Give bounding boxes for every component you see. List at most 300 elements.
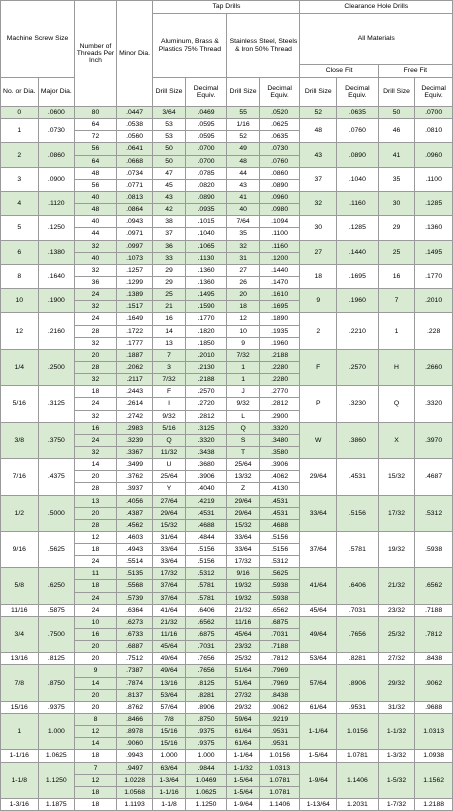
- table-row: [1, 531, 453, 543]
- tap-al-drill-cell: 7: [153, 349, 185, 361]
- tap-ss-drill-cell: T: [227, 446, 259, 458]
- tap-ss-drill-cell: 1-9/64: [227, 799, 259, 811]
- minor-dia-cell: .1299: [116, 276, 153, 288]
- tap-al-drill-cell: 1-1/8: [153, 799, 185, 811]
- major-dia-cell: .0860: [38, 143, 75, 167]
- minor-dia-cell: .4056: [116, 495, 153, 507]
- tap-ss-drill-cell: 1-1/32: [227, 762, 259, 774]
- minor-dia-cell: .2443: [116, 386, 153, 398]
- major-dia-cell: .5875: [38, 604, 75, 616]
- threads-per-inch-cell: 20: [75, 701, 117, 713]
- free-fit-decimal-cell: .0700: [415, 107, 453, 119]
- free-fit-drill-cell: X: [378, 422, 415, 458]
- tap-al-decimal-cell: .6875: [185, 629, 227, 641]
- close-fit-drill-cell: 37/64: [300, 531, 337, 567]
- threads-per-inch-cell: 12: [75, 774, 117, 786]
- tap-ss-drill-cell: Q: [227, 422, 259, 434]
- threads-per-inch-cell: 32: [75, 337, 117, 349]
- threads-per-inch-cell: 8: [75, 714, 117, 726]
- close-fit-decimal-cell: .1695: [337, 264, 379, 288]
- major-dia-cell: 1.000: [38, 714, 75, 750]
- table-row: [1, 143, 453, 155]
- tap-ss-drill-cell: 10: [227, 325, 259, 337]
- tap-al-drill-cell: U: [153, 459, 185, 471]
- free-fit-decimal-cell: .6562: [415, 568, 453, 604]
- close-fit-header: Close Fit: [300, 65, 378, 78]
- tap-al-drill-cell: 21/32: [153, 616, 185, 628]
- tap-ss-drill-cell: 1: [227, 374, 259, 386]
- major-dia-cell: 1.0625: [38, 750, 75, 762]
- major-dia-cell: .8750: [38, 665, 75, 701]
- free-fit-drill-cell: 50: [378, 107, 415, 119]
- close-fit-drill-cell: 1-1/64: [300, 714, 337, 750]
- tap-al-decimal-cell: .4844: [185, 531, 227, 543]
- tap-al-drill-cell: 25/64: [153, 471, 185, 483]
- table-row: [1, 422, 453, 434]
- threads-per-inch-cell: 24: [75, 398, 117, 410]
- threads-per-inch-cell: 40: [75, 216, 117, 228]
- major-dia-cell: .0730: [38, 119, 75, 143]
- tap-al-drill-cell: 15/16: [153, 726, 185, 738]
- tap-al-decimal-cell: .2812: [185, 410, 227, 422]
- tap-al-decimal-cell: .3680: [185, 459, 227, 471]
- tap-ss-decimal-cell: .1200: [259, 252, 300, 264]
- tap-al-drill-cell: 29: [153, 264, 185, 276]
- table-row: [1, 762, 453, 774]
- free-fit-drill-cell: 16: [378, 264, 415, 288]
- free-fit-decimal-cell: .228: [415, 313, 453, 349]
- major-dia-cell: 1.1875: [38, 799, 75, 811]
- free-fit-drill-cell: 25: [378, 240, 415, 264]
- free-fit-decimal-cell: .4687: [415, 459, 453, 495]
- major-dia-cell: .2160: [38, 313, 75, 349]
- close-fit-decimal-cell: 1.0156: [337, 714, 379, 750]
- tap-al-drill-cell: 5/16: [153, 422, 185, 434]
- tap-ss-decimal-cell: .1935: [259, 325, 300, 337]
- minor-dia-cell: .7512: [116, 653, 153, 665]
- tap-al-drill-cell: 53: [153, 119, 185, 131]
- free-fit-decimal-cell: .5938: [415, 531, 453, 567]
- close-fit-drill-cell: 61/64: [300, 701, 337, 713]
- tap-al-drill-cell: 50: [153, 155, 185, 167]
- tap-ss-drill-cell: 45/64: [227, 629, 259, 641]
- minor-dia-cell: .6887: [116, 641, 153, 653]
- tap-al-decimal-cell: .1850: [185, 337, 227, 349]
- tap-al-decimal-cell: .2570: [185, 386, 227, 398]
- close-fit-drill-cell: 45/64: [300, 604, 337, 616]
- free-fit-decimal-cell: 1.0938: [415, 750, 453, 762]
- free-fit-decimal-cell: .9688: [415, 701, 453, 713]
- clearance-hole-drills-header: Clearance Hole Drills: [300, 1, 453, 14]
- tap-ss-decimal-cell: .1100: [259, 228, 300, 240]
- tap-al-drill-cell: 43: [153, 191, 185, 203]
- tap-ss-decimal-cell: .0960: [259, 191, 300, 203]
- tap-ss-decimal-cell: 1.0156: [259, 750, 300, 762]
- close-fit-drill-cell: 52: [300, 107, 337, 119]
- minor-dia-cell: 1.1193: [116, 799, 153, 811]
- tap-ss-drill-cell: 25/64: [227, 459, 259, 471]
- close-fit-decimal-cell: .2570: [337, 349, 379, 385]
- minor-dia-cell: .7387: [116, 665, 153, 677]
- tap-ss-decimal-cell: .0760: [259, 155, 300, 167]
- close-fit-drill-cell: F: [300, 349, 337, 385]
- tap-al-decimal-cell: .1820: [185, 325, 227, 337]
- free-fit-decimal-cell: .9062: [415, 665, 453, 701]
- tap-al-decimal-cell: .8906: [185, 701, 227, 713]
- tap-al-drill-cell: 11/32: [153, 446, 185, 458]
- threads-per-inch-cell: 72: [75, 131, 117, 143]
- table-row: [1, 665, 453, 677]
- minor-dia-cell: .2117: [116, 374, 153, 386]
- tap-ss-decimal-cell: .7969: [259, 677, 300, 689]
- major-dia-cell: .2500: [38, 349, 75, 385]
- tap-ss-drill-cell: 21/32: [227, 604, 259, 616]
- tap-ss-decimal-cell: .1610: [259, 289, 300, 301]
- tap-ss-drill-cell: 41: [227, 191, 259, 203]
- stainless-steel-header: Stainless Steel, Steels & Iron 50% Thread: [227, 14, 300, 78]
- threads-per-inch-cell: 24: [75, 592, 117, 604]
- major-dia-cell: .3125: [38, 386, 75, 422]
- tap-ss-drill-cell: 43: [227, 179, 259, 191]
- tap-al-drill-cell: 37/64: [153, 580, 185, 592]
- tap-al-drill-cell: 53: [153, 131, 185, 143]
- close-fit-decimal-cell: .0760: [337, 119, 379, 143]
- tap-al-drill-cell: 50: [153, 143, 185, 155]
- major-dia-cell: .6250: [38, 568, 75, 604]
- free-fit-decimal-cell: 1.1562: [415, 762, 453, 798]
- close-fit-drill-cell: 27: [300, 240, 337, 264]
- tap-ss-decimal-cell: .7812: [259, 653, 300, 665]
- tap-al-decimal-cell: .2130: [185, 361, 227, 373]
- tap-ss-decimal-header: Decimal Equiv.: [259, 78, 300, 107]
- tap-ss-decimal-cell: .4688: [259, 519, 300, 531]
- tap-ss-drill-cell: 29/32: [227, 701, 259, 713]
- tap-ss-decimal-cell: 1.1406: [259, 799, 300, 811]
- threads-per-inch-cell: 40: [75, 191, 117, 203]
- tap-al-drill-cell: 15/32: [153, 519, 185, 531]
- tap-al-decimal-cell: .5156: [185, 556, 227, 568]
- minor-dia-cell: .0734: [116, 167, 153, 179]
- minor-dia-cell: .8137: [116, 689, 153, 701]
- minor-dia-cell: .1389: [116, 289, 153, 301]
- tap-al-drill-cell: 25: [153, 289, 185, 301]
- tap-al-decimal-cell: .9375: [185, 726, 227, 738]
- tap-al-drill-cell: 27/64: [153, 495, 185, 507]
- threads-per-inch-cell: 32: [75, 410, 117, 422]
- tap-ss-decimal-cell: .2770: [259, 386, 300, 398]
- table-row: [1, 568, 453, 580]
- free-fit-drill-cell: 19/32: [378, 531, 415, 567]
- tap-al-drill-cell: 1-1/16: [153, 786, 185, 798]
- tap-ss-decimal-cell: .2280: [259, 361, 300, 373]
- free-fit-decimal-cell: .5312: [415, 495, 453, 531]
- close-fit-decimal-cell: .1440: [337, 240, 379, 264]
- major-dia-cell: .0600: [38, 107, 75, 119]
- free-fit-decimal-cell: .7812: [415, 616, 453, 652]
- tap-ss-decimal-cell: .7031: [259, 629, 300, 641]
- tap-al-drill-cell: 42: [153, 204, 185, 216]
- free-fit-decimal-cell: .1285: [415, 191, 453, 215]
- threads-per-inch-cell: 28: [75, 519, 117, 531]
- threads-per-inch-cell: 24: [75, 434, 117, 446]
- threads-per-inch-cell: 13: [75, 495, 117, 507]
- tap-al-decimal-cell: .3320: [185, 434, 227, 446]
- threads-per-inch-cell: 32: [75, 264, 117, 276]
- threads-per-inch-cell: 20: [75, 349, 117, 361]
- free-fit-drill-cell: 7: [378, 289, 415, 313]
- tap-al-drill-cell: 53/64: [153, 689, 185, 701]
- tap-al-decimal-cell: .7656: [185, 653, 227, 665]
- screw-size-cell: 8: [1, 264, 39, 288]
- minor-dia-cell: .3367: [116, 446, 153, 458]
- tap-al-decimal-cell: .7656: [185, 665, 227, 677]
- screw-size-cell: 7/8: [1, 665, 39, 701]
- major-dia-cell: .7500: [38, 616, 75, 652]
- tap-ss-drill-cell: 44: [227, 167, 259, 179]
- free-fit-drill-cell: 21/32: [378, 568, 415, 604]
- table-row: [1, 799, 453, 811]
- table-row: [1, 167, 453, 179]
- minor-dia-cell: .0997: [116, 240, 153, 252]
- tap-ss-decimal-cell: .1695: [259, 301, 300, 313]
- tap-ss-decimal-cell: .9062: [259, 701, 300, 713]
- free-fit-drill-cell: 15/32: [378, 459, 415, 495]
- table-row: [1, 289, 453, 301]
- tap-ss-drill-cell: 29/64: [227, 507, 259, 519]
- minor-dia-cell: .5568: [116, 580, 153, 592]
- tap-al-drill-cell: 33/64: [153, 556, 185, 568]
- tap-ss-drill-cell: 51/64: [227, 665, 259, 677]
- free-fit-drill-cell: 27/32: [378, 653, 415, 665]
- tap-ss-drill-cell: 35: [227, 228, 259, 240]
- minor-dia-cell: .3239: [116, 434, 153, 446]
- close-fit-drill-cell: 43: [300, 143, 337, 167]
- tap-ss-decimal-cell: .8438: [259, 689, 300, 701]
- tap-al-drill-cell: 29/64: [153, 507, 185, 519]
- tap-ss-drill-cell: 15/32: [227, 519, 259, 531]
- close-fit-drill-cell: 33/64: [300, 495, 337, 531]
- tap-ss-decimal-cell: 1.0781: [259, 774, 300, 786]
- table-row: [1, 714, 453, 726]
- major-dia-cell: .8125: [38, 653, 75, 665]
- tap-ss-drill-cell: 31: [227, 252, 259, 264]
- table-row: [1, 750, 453, 762]
- major-dia-cell: .1250: [38, 216, 75, 240]
- screw-size-cell: 3/8: [1, 422, 39, 458]
- tap-al-drill-cell: 3/64: [153, 107, 185, 119]
- tap-ss-drill-cell: 19/32: [227, 592, 259, 604]
- tap-al-drill-cell: Q: [153, 434, 185, 446]
- tap-ss-decimal-cell: .7188: [259, 641, 300, 653]
- threads-per-inch-cell: 9: [75, 665, 117, 677]
- threads-per-inch-cell: 48: [75, 167, 117, 179]
- tap-al-drill-cell: 7/8: [153, 714, 185, 726]
- threads-per-inch-cell: 56: [75, 143, 117, 155]
- tap-al-drill-cell: 13/16: [153, 677, 185, 689]
- close-fit-decimal-cell: .1960: [337, 289, 379, 313]
- free-fit-drill-cell: 30: [378, 191, 415, 215]
- threads-per-inch-cell: 28: [75, 483, 117, 495]
- free-fit-decimal-cell: .1495: [415, 240, 453, 264]
- minor-dia-cell: .0864: [116, 204, 153, 216]
- minor-dia-cell: .6364: [116, 604, 153, 616]
- free-decimal-header: Decimal Equiv.: [415, 78, 453, 107]
- close-fit-drill-cell: 9: [300, 289, 337, 313]
- close-drill-size-header: Drill Size: [300, 78, 337, 107]
- threads-per-inch-cell: 12: [75, 531, 117, 543]
- threads-per-inch-cell: 20: [75, 653, 117, 665]
- screw-size-cell: 5/16: [1, 386, 39, 422]
- tap-al-decimal-cell: .4688: [185, 519, 227, 531]
- threads-per-inch-cell: 12: [75, 726, 117, 738]
- tap-al-drill-cell: 7/32: [153, 374, 185, 386]
- free-fit-drill-cell: 1-7/32: [378, 799, 415, 811]
- threads-per-inch-cell: 20: [75, 689, 117, 701]
- free-fit-decimal-cell: .2010: [415, 289, 453, 313]
- tap-ss-decimal-cell: .5156: [259, 531, 300, 543]
- tap-ss-drill-cell: 27: [227, 264, 259, 276]
- tap-al-drill-cell: 33/64: [153, 544, 185, 556]
- tap-ss-drill-cell: 11/16: [227, 616, 259, 628]
- minor-dia-cell: .6273: [116, 616, 153, 628]
- tap-ss-decimal-cell: .1960: [259, 337, 300, 349]
- free-fit-decimal-cell: 1.0313: [415, 714, 453, 750]
- tap-ss-decimal-cell: .1440: [259, 264, 300, 276]
- tap-al-decimal-cell: .7031: [185, 641, 227, 653]
- tap-ss-drill-cell: 29/64: [227, 495, 259, 507]
- screw-size-cell: 13/16: [1, 653, 39, 665]
- threads-per-inch-cell: 20: [75, 507, 117, 519]
- table-row: [1, 107, 453, 119]
- tap-ss-decimal-cell: .5625: [259, 568, 300, 580]
- threads-per-inch-cell: 14: [75, 738, 117, 750]
- screw-size-cell: 12: [1, 313, 39, 349]
- machine-screw-size-header: Machine Screw Size: [1, 1, 75, 78]
- tap-ss-drill-cell: 33/64: [227, 531, 259, 543]
- table-row: [1, 653, 453, 665]
- minor-dia-cell: .4562: [116, 519, 153, 531]
- tap-ss-drill-cell: 52: [227, 131, 259, 143]
- tap-al-drill-cell: 3: [153, 361, 185, 373]
- free-drill-size-header: Drill Size: [378, 78, 415, 107]
- tap-al-decimal-cell: .3438: [185, 446, 227, 458]
- screw-size-cell: 5: [1, 216, 39, 240]
- threads-per-inch-cell: 14: [75, 677, 117, 689]
- tap-al-drill-cell: 17/32: [153, 568, 185, 580]
- threads-per-inch-cell: 24: [75, 289, 117, 301]
- minor-dia-cell: .2614: [116, 398, 153, 410]
- tap-al-decimal-cell: 1.0469: [185, 774, 227, 786]
- minor-dia-cell: .4387: [116, 507, 153, 519]
- tap-ss-drill-cell: J: [227, 386, 259, 398]
- tap-al-decimal-cell: .4531: [185, 507, 227, 519]
- tap-al-drill-cell: 37/64: [153, 592, 185, 604]
- table-row: [1, 604, 453, 616]
- free-fit-drill-cell: 46: [378, 119, 415, 143]
- minor-dia-cell: .4943: [116, 544, 153, 556]
- tap-al-decimal-cell: .0785: [185, 167, 227, 179]
- tap-ss-drill-cell: 1-5/64: [227, 774, 259, 786]
- tap-ss-drill-cell: 1-1/64: [227, 750, 259, 762]
- minor-dia-cell: .4603: [116, 531, 153, 543]
- tap-ss-decimal-cell: .1094: [259, 216, 300, 228]
- tap-al-drill-cell: 57/64: [153, 701, 185, 713]
- tap-al-decimal-cell: .1360: [185, 264, 227, 276]
- tap-ss-decimal-cell: .1160: [259, 240, 300, 252]
- minor-dia-cell: .8762: [116, 701, 153, 713]
- no-or-dia-header: No. or Dia.: [1, 78, 39, 107]
- screw-size-cell: 7/16: [1, 459, 39, 495]
- threads-per-inch-cell: 24: [75, 313, 117, 325]
- major-dia-cell: .3750: [38, 422, 75, 458]
- screw-size-cell: 1-3/16: [1, 799, 39, 811]
- table-row: [1, 119, 453, 131]
- tap-al-drill-cell: 38: [153, 216, 185, 228]
- free-fit-decimal-cell: .2660: [415, 349, 453, 385]
- tap-ss-decimal-cell: .5938: [259, 592, 300, 604]
- close-fit-decimal-cell: 1.2031: [337, 799, 379, 811]
- minor-dia-cell: .1722: [116, 325, 153, 337]
- minor-dia-header: Minor Dia.: [116, 1, 153, 107]
- threads-per-inch-cell: 20: [75, 471, 117, 483]
- tap-ss-decimal-cell: .3906: [259, 459, 300, 471]
- tap-al-decimal-cell: .4040: [185, 483, 227, 495]
- minor-dia-cell: .0971: [116, 228, 153, 240]
- minor-dia-cell: .0641: [116, 143, 153, 155]
- free-fit-drill-cell: H: [378, 349, 415, 385]
- free-fit-decimal-cell: .7188: [415, 604, 453, 616]
- threads-per-inch-cell: 18: [75, 750, 117, 762]
- tap-al-drill-cell: 33: [153, 252, 185, 264]
- tap-ss-decimal-cell: .9531: [259, 726, 300, 738]
- minor-dia-cell: 1.0228: [116, 774, 153, 786]
- minor-dia-cell: .5135: [116, 568, 153, 580]
- tap-al-decimal-cell: .4219: [185, 495, 227, 507]
- tap-al-decimal-cell: .8750: [185, 714, 227, 726]
- threads-per-inch-cell: 28: [75, 325, 117, 337]
- tap-ss-decimal-cell: .3580: [259, 446, 300, 458]
- tap-al-drill-cell: 15/16: [153, 738, 185, 750]
- close-fit-decimal-cell: .8906: [337, 665, 379, 701]
- tap-al-decimal-cell: .1015: [185, 216, 227, 228]
- free-fit-decimal-cell: .0960: [415, 143, 453, 167]
- tap-ss-decimal-cell: .2812: [259, 398, 300, 410]
- close-fit-decimal-cell: .1040: [337, 167, 379, 191]
- tap-al-decimal-cell: .1770: [185, 313, 227, 325]
- screw-size-cell: 6: [1, 240, 39, 264]
- tap-ss-decimal-cell: .5938: [259, 580, 300, 592]
- threads-per-inch-cell: 18: [75, 386, 117, 398]
- tap-al-decimal-cell: .5312: [185, 568, 227, 580]
- tap-ss-drill-cell: S: [227, 434, 259, 446]
- tap-ss-drill-cell: 18: [227, 301, 259, 313]
- major-dia-cell: .5625: [38, 531, 75, 567]
- threads-per-inch-cell: 40: [75, 252, 117, 264]
- close-fit-drill-cell: W: [300, 422, 337, 458]
- screw-size-cell: 1-1/16: [1, 750, 39, 762]
- free-fit-drill-cell: 29: [378, 216, 415, 240]
- tap-ss-drill-cell: 49: [227, 143, 259, 155]
- free-fit-decimal-cell: 1.2188: [415, 799, 453, 811]
- threads-per-inch-cell: 16: [75, 422, 117, 434]
- close-fit-decimal-cell: .7656: [337, 616, 379, 652]
- major-dia-cell: .5000: [38, 495, 75, 531]
- tap-al-decimal-cell: .0935: [185, 204, 227, 216]
- minor-dia-cell: .0560: [116, 131, 153, 143]
- minor-dia-cell: .1649: [116, 313, 153, 325]
- free-fit-drill-cell: 1: [378, 313, 415, 349]
- close-fit-decimal-cell: 1.1406: [337, 762, 379, 798]
